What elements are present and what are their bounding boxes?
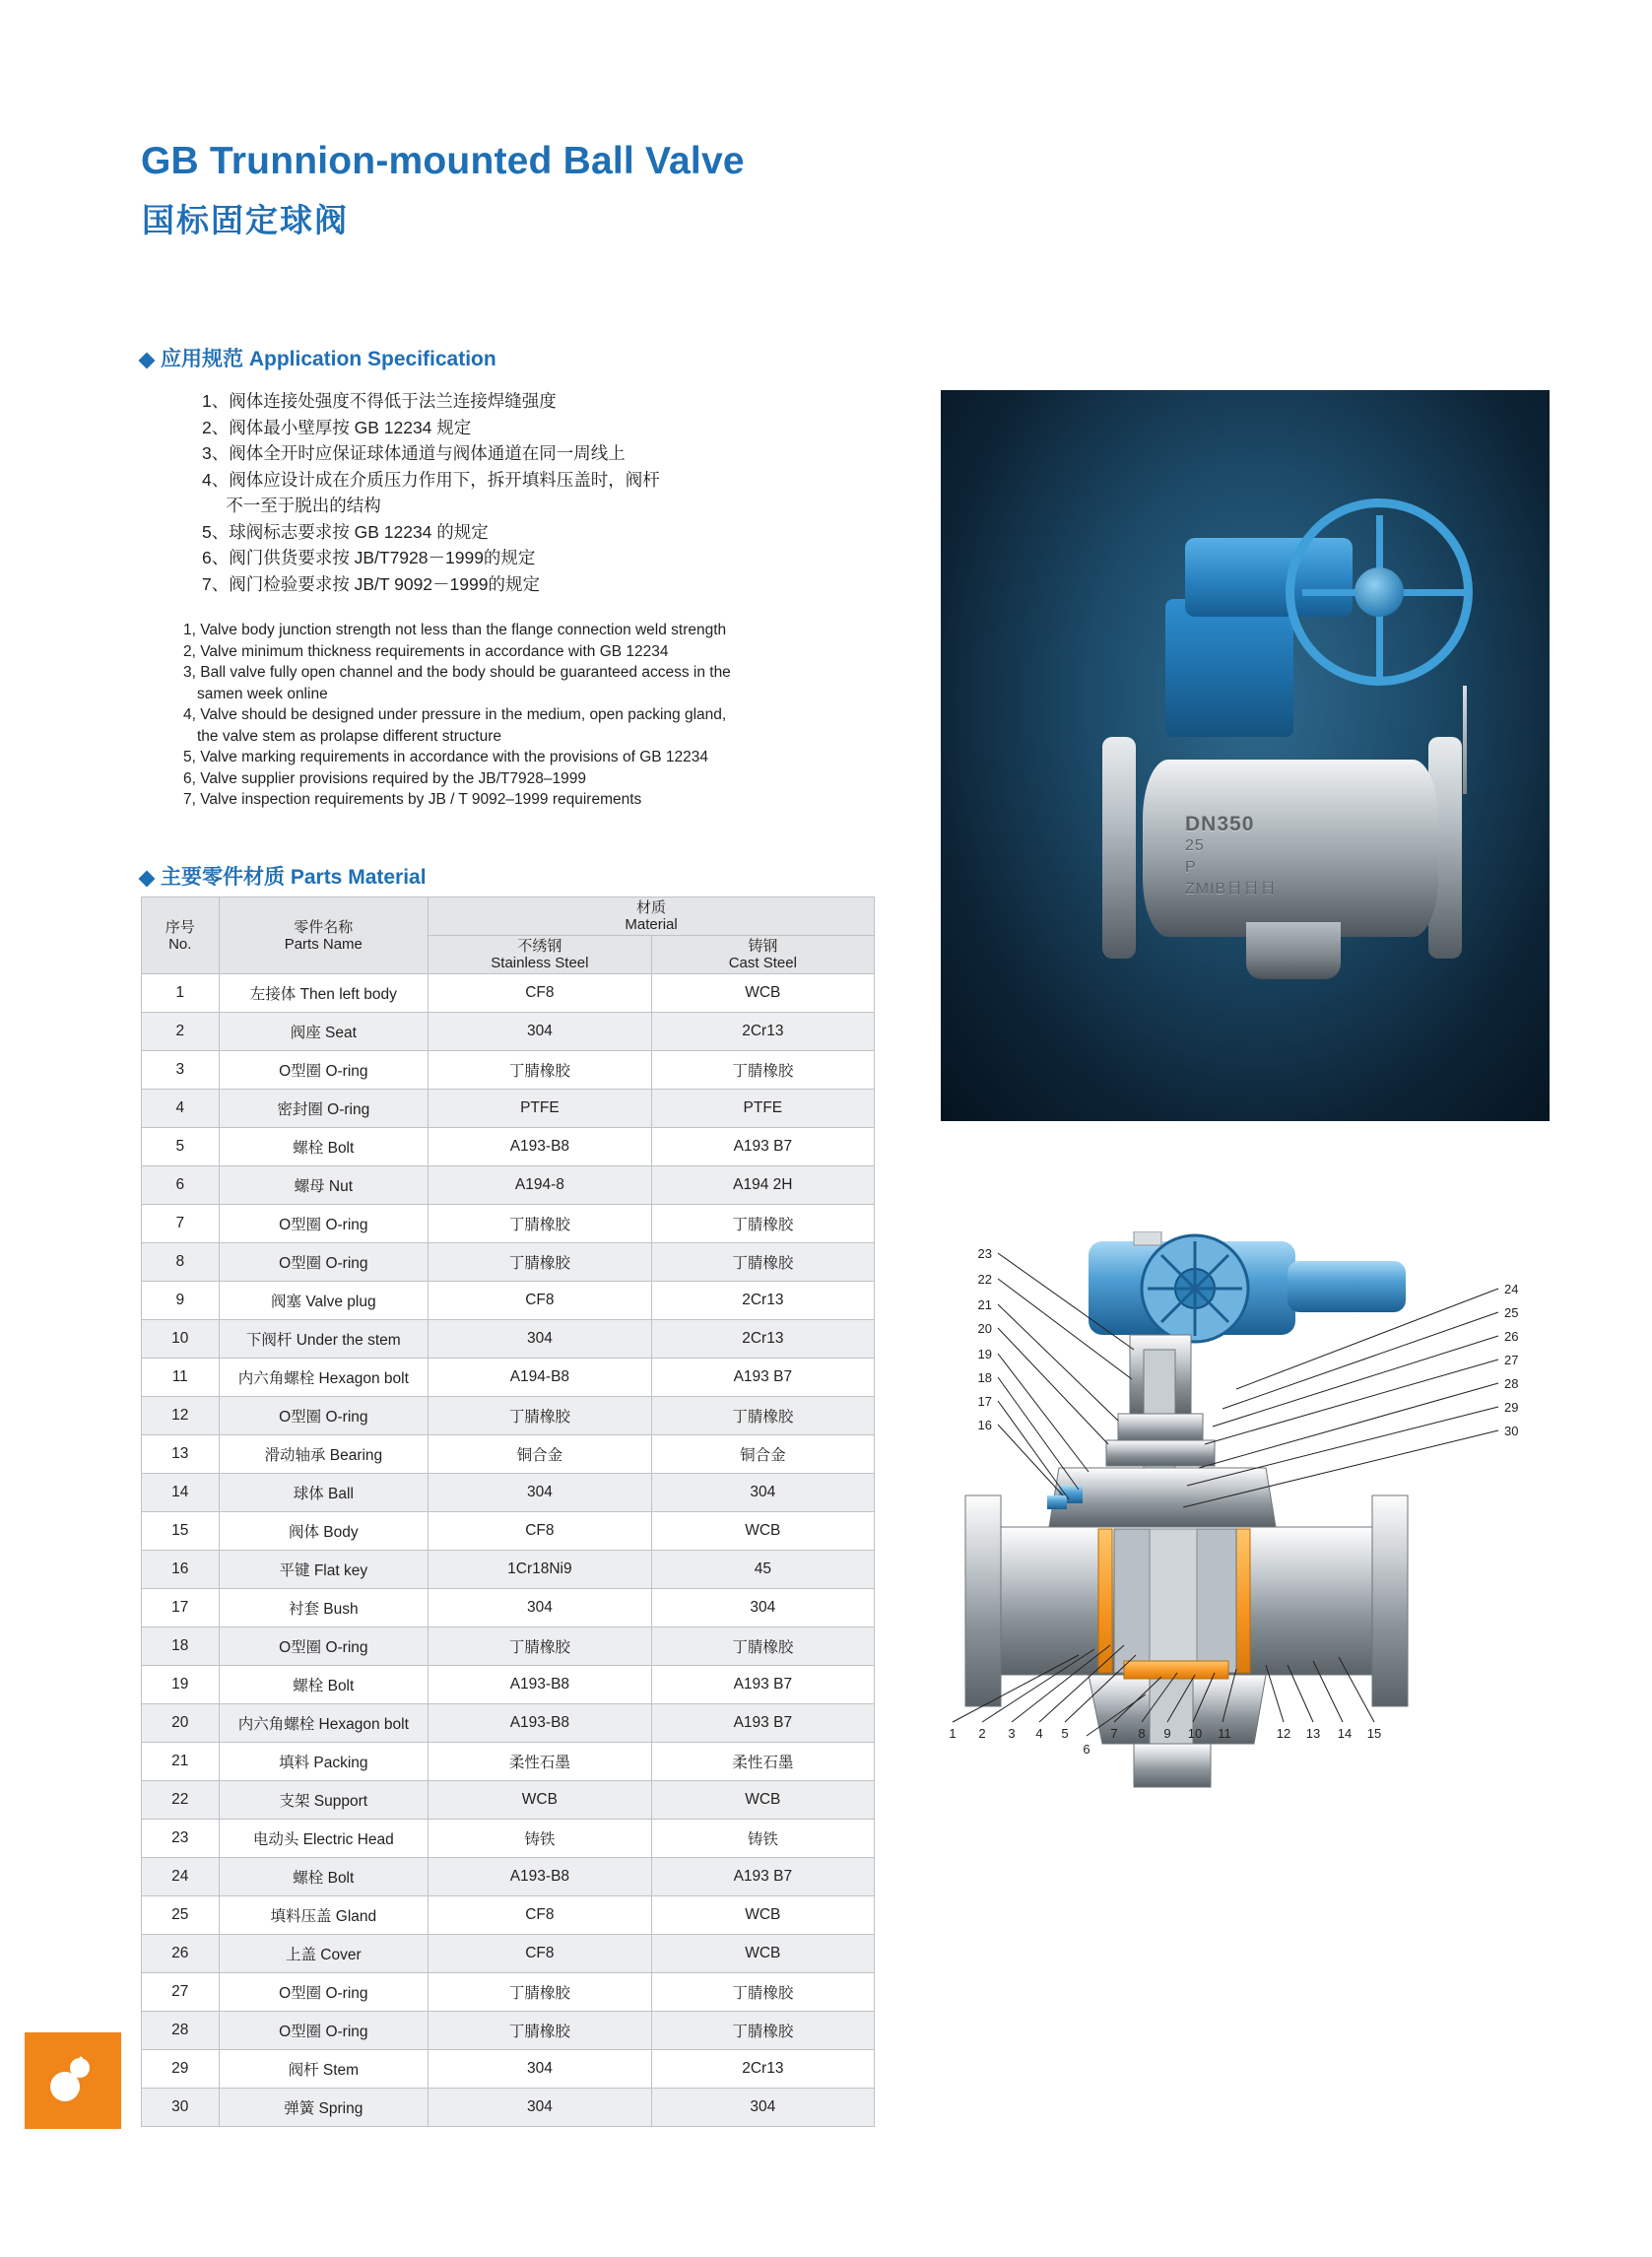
cell-no: 18 <box>142 1627 220 1666</box>
cell-stainless: CF8 <box>429 1896 652 1935</box>
list-item: 5, Valve marking requirements in accordance with the provisions of GB 12234 <box>183 749 709 765</box>
cell-no: 28 <box>142 2012 220 2050</box>
logo-tab <box>25 2032 121 2129</box>
svg-text:19: 19 <box>977 1347 992 1361</box>
table-row <box>142 1282 875 1320</box>
handwheel-hub <box>1355 567 1404 617</box>
table-row <box>142 1320 875 1359</box>
cell-cast: 45 <box>651 1551 874 1589</box>
valve-stem-block <box>1165 599 1293 737</box>
cell-cast: 丁腈橡胶 <box>651 2012 874 2050</box>
cell-name: O型圈 O-ring <box>219 1243 429 1282</box>
cell-name: 弹簧 Spring <box>219 2089 429 2127</box>
cell-cast: 2Cr13 <box>651 1282 874 1320</box>
list-item-continuation: samen week online <box>197 685 328 702</box>
valve-markings <box>1185 814 1277 900</box>
cell-stainless: CF8 <box>429 974 652 1013</box>
cell-name: 内六角螺栓 Hexagon bolt <box>219 1704 429 1743</box>
svg-text:18: 18 <box>977 1370 992 1385</box>
marking-line: 25 <box>1185 837 1205 854</box>
list-item: 5、球阀标志要求按 GB 12234 的规定 <box>202 521 489 542</box>
cell-cast: A193 B7 <box>651 1666 874 1704</box>
cell-no: 19 <box>142 1666 220 1704</box>
list-item: 2, Valve minimum thickness requirements in accordance with GB 12234 <box>183 642 669 660</box>
cell-cast: 2Cr13 <box>651 1320 874 1359</box>
section-heading-parts-material-label: 主要零件材质 Parts Material <box>161 866 427 889</box>
cell-cast: A194 2H <box>651 1166 874 1205</box>
cell-cast: WCB <box>651 1896 874 1935</box>
company-logo-icon <box>46 2056 99 2105</box>
cell-cast: WCB <box>651 1781 874 1820</box>
table-row <box>142 2089 875 2127</box>
cell-name: 螺栓 Bolt <box>219 1666 429 1704</box>
cell-name: 平键 Flat key <box>219 1551 429 1589</box>
sectional-diagram <box>941 1231 1552 2010</box>
svg-text:3: 3 <box>1008 1726 1016 1741</box>
svg-text:28: 28 <box>1504 1376 1519 1391</box>
column-header-material-cn: 材质 <box>636 899 667 916</box>
cell-cast: 丁腈橡胶 <box>651 1397 874 1435</box>
cell-no: 14 <box>142 1474 220 1512</box>
cell-cast: 丁腈橡胶 <box>651 1051 874 1090</box>
list-item: 6, Valve supplier provisions required by the JB/T7928–1999 <box>183 769 586 787</box>
cell-name: 上盖 Cover <box>219 1935 429 1973</box>
table-row <box>142 1051 875 1090</box>
svg-text:21: 21 <box>977 1297 992 1312</box>
cell-name: O型圈 O-ring <box>219 1627 429 1666</box>
cell-name: 阀杆 Stem <box>219 2050 429 2089</box>
table-row <box>142 1704 875 1743</box>
list-item: 4, Valve should be designed under pressure in the medium, open packing gland, <box>183 706 727 723</box>
svg-text:11: 11 <box>1218 1726 1231 1741</box>
table-row <box>142 2050 875 2089</box>
application-list-cn <box>202 388 951 597</box>
svg-text:24: 24 <box>1504 1282 1519 1296</box>
svg-text:29: 29 <box>1504 1400 1519 1415</box>
marking-line: ZMIB日日日 <box>1185 881 1278 897</box>
cell-no: 11 <box>142 1359 220 1397</box>
list-item: 3, Ball valve fully open channel and the body should be guaranteed access in the <box>183 664 731 681</box>
cell-stainless: 丁腈橡胶 <box>429 1205 652 1243</box>
svg-text:1: 1 <box>949 1726 957 1741</box>
cell-cast: A193 B7 <box>651 1858 874 1896</box>
product-photo <box>941 390 1550 1121</box>
marking-line: DN350 <box>1185 813 1255 835</box>
cell-cast: 柔性石墨 <box>651 1743 874 1781</box>
svg-text:7: 7 <box>1110 1726 1118 1741</box>
cell-no: 21 <box>142 1743 220 1781</box>
section-heading-application-label: 应用规范 Application Specification <box>161 348 496 370</box>
cell-cast: A193 B7 <box>651 1704 874 1743</box>
cell-cast: 2Cr13 <box>651 2050 874 2089</box>
list-item: 1, Valve body junction strength not less than the flange connection weld strength <box>183 622 727 638</box>
marking-line: P <box>1185 859 1197 876</box>
cell-stainless: PTFE <box>429 1090 652 1128</box>
cell-name: 球体 Ball <box>219 1474 429 1512</box>
table-row <box>142 1166 875 1205</box>
cell-stainless: CF8 <box>429 1935 652 1973</box>
svg-text:23: 23 <box>977 1246 992 1261</box>
svg-text:22: 22 <box>977 1272 992 1287</box>
cell-stainless: A194-8 <box>429 1166 652 1205</box>
cell-cast: PTFE <box>651 1090 874 1128</box>
cell-no: 9 <box>142 1282 220 1320</box>
cell-no: 22 <box>142 1781 220 1820</box>
table-row <box>142 1666 875 1704</box>
cell-cast: 304 <box>651 1589 874 1627</box>
cell-stainless: 304 <box>429 2050 652 2089</box>
table-row <box>142 1896 875 1935</box>
table-row <box>142 1243 875 1282</box>
list-item-continuation: the valve stem as prolapse different structure <box>197 727 502 745</box>
cell-no: 23 <box>142 1820 220 1858</box>
list-item: 4、阀体应设计成在介质压力作用下，拆开填料压盖时，阀杆 <box>202 469 660 490</box>
column-header-name-en: Parts Name <box>284 935 363 953</box>
cell-stainless: 铸铁 <box>429 1820 652 1858</box>
table-body <box>142 974 875 2127</box>
table-row <box>142 1973 875 2012</box>
cell-stainless: 柔性石墨 <box>429 1743 652 1781</box>
cell-no: 2 <box>142 1013 220 1051</box>
cell-name: O型圈 O-ring <box>219 1205 429 1243</box>
cell-cast: 铜合金 <box>651 1435 874 1474</box>
cell-no: 29 <box>142 2050 220 2089</box>
column-header-ss-cn: 不绣钢 <box>517 938 562 955</box>
cell-name: 螺栓 Bolt <box>219 1858 429 1896</box>
cell-stainless: A194-B8 <box>429 1359 652 1397</box>
cell-no: 5 <box>142 1128 220 1166</box>
cell-name: 阀塞 Valve plug <box>219 1282 429 1320</box>
table-row <box>142 1820 875 1858</box>
valve-bottom-cap <box>1246 922 1341 979</box>
cell-name: 螺母 Nut <box>219 1166 429 1205</box>
cell-cast: 304 <box>651 1474 874 1512</box>
cell-name: O型圈 O-ring <box>219 2012 429 2050</box>
cell-name: 阀座 Seat <box>219 1013 429 1051</box>
cell-no: 30 <box>142 2089 220 2127</box>
cell-no: 12 <box>142 1397 220 1435</box>
column-header-name-cn: 零件名称 <box>294 918 354 936</box>
cell-stainless: A193-B8 <box>429 1128 652 1166</box>
valve-body-illustration <box>1089 715 1502 1011</box>
list-item: 不一至于脱出的结构 <box>202 496 381 515</box>
cell-cast: WCB <box>651 1512 874 1551</box>
cell-name: 滑动轴承 Bearing <box>219 1435 429 1474</box>
table-row <box>142 1397 875 1435</box>
svg-text:14: 14 <box>1337 1726 1353 1741</box>
cell-no: 4 <box>142 1090 220 1128</box>
table-row <box>142 1589 875 1627</box>
svg-text:5: 5 <box>1061 1726 1069 1741</box>
cell-stainless: 丁腈橡胶 <box>429 1397 652 1435</box>
cell-stainless: 304 <box>429 2089 652 2127</box>
cell-cast: 铸铁 <box>651 1820 874 1858</box>
parts-material-table <box>141 896 875 2127</box>
table-row <box>142 1781 875 1820</box>
cell-stainless: 丁腈橡胶 <box>429 1051 652 1090</box>
cell-stainless: 304 <box>429 1474 652 1512</box>
cell-cast: WCB <box>651 1935 874 1973</box>
table-row <box>142 1090 875 1128</box>
cell-no: 20 <box>142 1704 220 1743</box>
column-header-no-cn: 序号 <box>165 918 195 936</box>
page-title-en: GB Trunnion-mounted Ball Valve <box>141 140 745 182</box>
application-list-en <box>183 620 892 811</box>
cell-name: O型圈 O-ring <box>219 1973 429 2012</box>
cell-cast: A193 B7 <box>651 1359 874 1397</box>
column-header-stainless-steel <box>429 936 652 974</box>
cell-no: 25 <box>142 1896 220 1935</box>
svg-text:13: 13 <box>1305 1726 1321 1741</box>
cell-no: 3 <box>142 1051 220 1090</box>
cell-name: 衬套 Bush <box>219 1589 429 1627</box>
cell-stainless: A193-B8 <box>429 1704 652 1743</box>
table-row <box>142 1743 875 1781</box>
list-item: 1、阀体连接处强度不得低于法兰连接焊缝强度 <box>202 391 557 411</box>
svg-text:15: 15 <box>1366 1726 1382 1741</box>
column-header-no-en: No. <box>168 935 192 953</box>
section-heading-parts-material <box>141 861 427 891</box>
diamond-icon <box>139 353 156 369</box>
cell-name: 下阀杆 Under the stem <box>219 1320 429 1359</box>
cell-cast: 2Cr13 <box>651 1013 874 1051</box>
cell-name: O型圈 O-ring <box>219 1397 429 1435</box>
cell-no: 17 <box>142 1589 220 1627</box>
list-item: 7、阀门检验要求按 JB/T 9092－1999的规定 <box>202 573 540 594</box>
svg-text:25: 25 <box>1504 1305 1519 1320</box>
cell-name: 填料压盖 Gland <box>219 1896 429 1935</box>
cell-cast: 304 <box>651 2089 874 2127</box>
table-row <box>142 1359 875 1397</box>
cell-name: 支架 Support <box>219 1781 429 1820</box>
column-header-cs-en: Cast Steel <box>728 955 797 971</box>
list-item: 3、阀体全开时应保证球体通道与阀体通道在同一周线上 <box>202 443 626 463</box>
column-header-cast-steel <box>651 936 874 974</box>
column-header-ss-en: Stainless Steel <box>491 955 589 971</box>
cell-name: O型圈 O-ring <box>219 1051 429 1090</box>
table-row <box>142 1474 875 1512</box>
column-header-no <box>142 897 220 974</box>
cell-stainless: 丁腈橡胶 <box>429 2012 652 2050</box>
svg-text:4: 4 <box>1035 1726 1043 1741</box>
table-row <box>142 1512 875 1551</box>
svg-text:6: 6 <box>1083 1742 1090 1757</box>
svg-text:17: 17 <box>977 1394 992 1409</box>
svg-text:2: 2 <box>978 1726 986 1741</box>
table-row <box>142 974 875 1013</box>
cell-stainless: A193-B8 <box>429 1666 652 1704</box>
cell-stainless: CF8 <box>429 1512 652 1551</box>
svg-text:30: 30 <box>1504 1424 1519 1438</box>
svg-text:10: 10 <box>1187 1726 1203 1741</box>
svg-text:27: 27 <box>1504 1353 1519 1367</box>
cell-no: 6 <box>142 1166 220 1205</box>
column-header-material-en: Material <box>625 916 678 933</box>
table-row <box>142 1858 875 1896</box>
svg-text:26: 26 <box>1504 1329 1519 1344</box>
cell-stainless: 304 <box>429 1013 652 1051</box>
cell-name: 内六角螺栓 Hexagon bolt <box>219 1359 429 1397</box>
cell-stainless: 丁腈橡胶 <box>429 1627 652 1666</box>
column-header-material <box>429 897 875 936</box>
cell-cast: 丁腈橡胶 <box>651 1627 874 1666</box>
cell-stainless: 丁腈橡胶 <box>429 1973 652 2012</box>
list-item: 6、阀门供货要求按 JB/T7928－1999的规定 <box>202 548 536 567</box>
svg-text:8: 8 <box>1138 1726 1146 1741</box>
diamond-icon <box>139 871 156 888</box>
cell-stainless: 铜合金 <box>429 1435 652 1474</box>
cell-cast: A193 B7 <box>651 1128 874 1166</box>
svg-text:20: 20 <box>977 1321 992 1336</box>
table-row <box>142 1205 875 1243</box>
section-heading-application <box>141 343 496 372</box>
table-row <box>142 1627 875 1666</box>
table-row <box>142 1551 875 1589</box>
cell-no: 10 <box>142 1320 220 1359</box>
cell-no: 1 <box>142 974 220 1013</box>
cell-cast: WCB <box>651 974 874 1013</box>
cell-no: 15 <box>142 1512 220 1551</box>
cell-stainless: 304 <box>429 1589 652 1627</box>
cell-name: 左接体 Then left body <box>219 974 429 1013</box>
cell-cast: 丁腈橡胶 <box>651 1205 874 1243</box>
cell-no: 26 <box>142 1935 220 1973</box>
list-item: 7, Valve inspection requirements by JB / T 9092–1999 requirements <box>183 791 642 808</box>
table-row <box>142 1013 875 1051</box>
table-row <box>142 2012 875 2050</box>
table-row <box>142 1128 875 1166</box>
cell-stainless: 304 <box>429 1320 652 1359</box>
cell-stainless: WCB <box>429 1781 652 1820</box>
cell-name: 电动头 Electric Head <box>219 1820 429 1858</box>
svg-text:9: 9 <box>1163 1726 1171 1741</box>
cell-name: 阀体 Body <box>219 1512 429 1551</box>
cell-stainless: 丁腈橡胶 <box>429 1243 652 1282</box>
table-header-row <box>142 897 875 936</box>
valve-shaft <box>1463 686 1467 794</box>
list-item: 2、阀体最小壁厚按 GB 12234 规定 <box>202 417 472 437</box>
cell-no: 24 <box>142 1858 220 1896</box>
cell-no: 13 <box>142 1435 220 1474</box>
cell-stainless: 1Cr18Ni9 <box>429 1551 652 1589</box>
cell-no: 7 <box>142 1205 220 1243</box>
svg-text:12: 12 <box>1276 1726 1291 1741</box>
table-header <box>142 897 875 974</box>
cell-name: 密封圈 O-ring <box>219 1090 429 1128</box>
table-row <box>142 1435 875 1474</box>
cell-name: 螺栓 Bolt <box>219 1128 429 1166</box>
cell-name: 填料 Packing <box>219 1743 429 1781</box>
column-header-parts-name <box>219 897 429 974</box>
svg-text:16: 16 <box>977 1418 992 1432</box>
cell-no: 16 <box>142 1551 220 1589</box>
page-title-cn: 国标固定球阀 <box>142 202 349 238</box>
cell-no: 27 <box>142 1973 220 2012</box>
cell-stainless: CF8 <box>429 1282 652 1320</box>
cell-no: 8 <box>142 1243 220 1282</box>
cell-cast: 丁腈橡胶 <box>651 1973 874 2012</box>
cell-cast: 丁腈橡胶 <box>651 1243 874 1282</box>
cell-stainless: A193-B8 <box>429 1858 652 1896</box>
table-row <box>142 1935 875 1973</box>
column-header-cs-cn: 铸钢 <box>748 938 778 955</box>
